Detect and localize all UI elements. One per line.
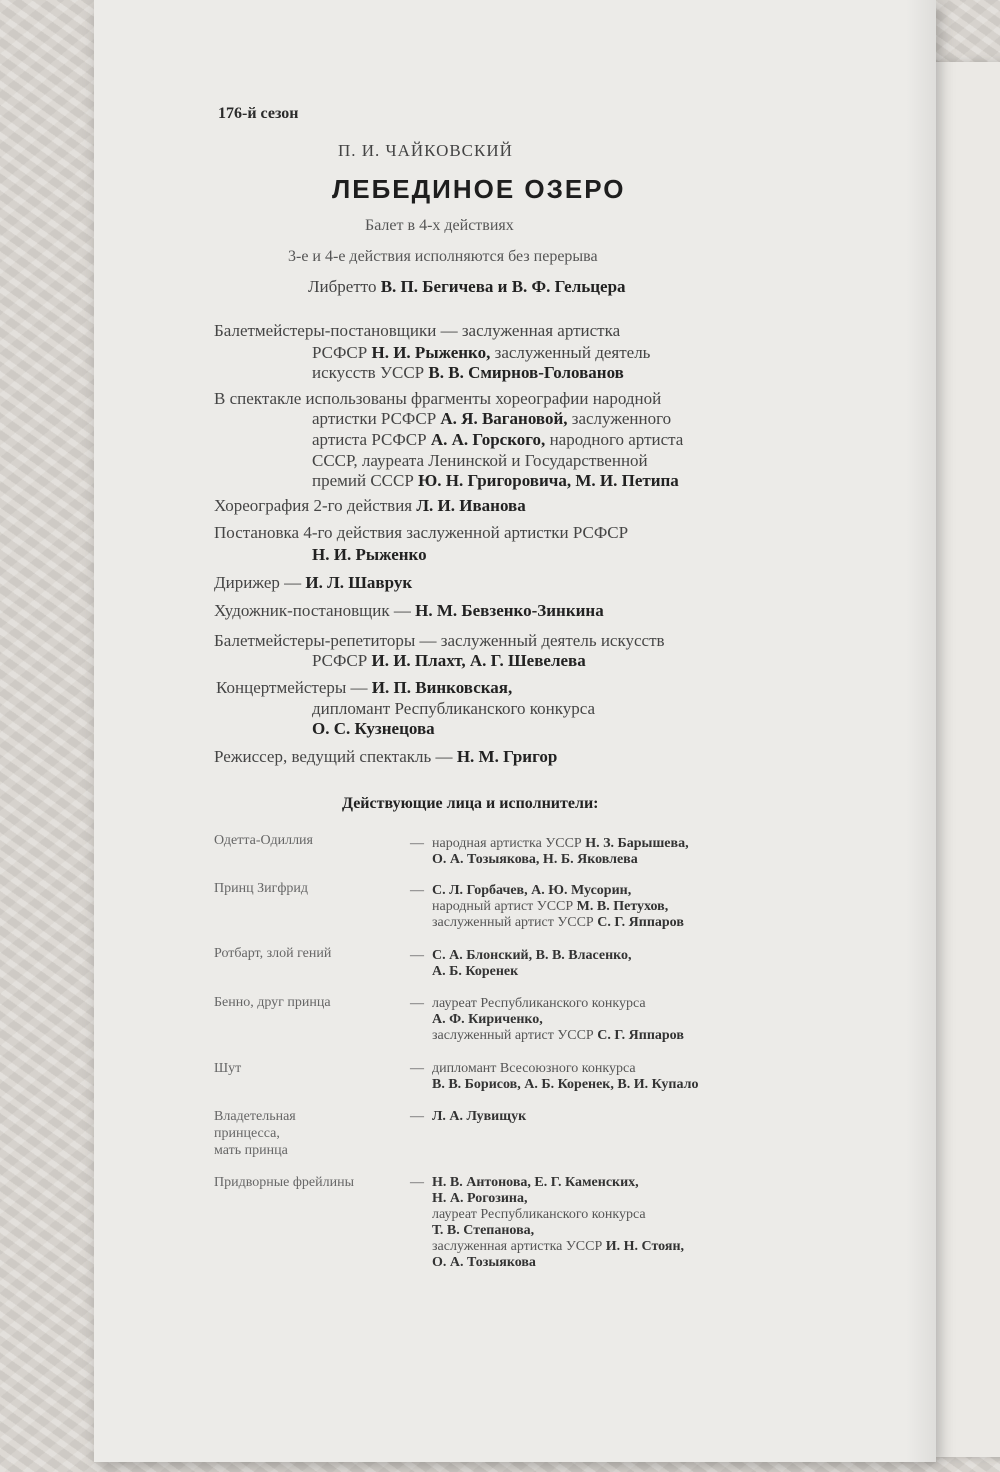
choreographers-line-3 (312, 364, 624, 381)
stage-director-line (214, 748, 557, 765)
person-name: С. Г. Яппаров (597, 915, 684, 930)
libretto-authors: В. П. Бегичева и В. Ф. Гельцера (380, 277, 626, 296)
libretto-line (308, 278, 626, 295)
title-text: заслуженный артист УССР (432, 915, 594, 930)
acts-note: 3-е и 4-е действия исполняются без перерыва (288, 248, 598, 265)
cast-dash: — (410, 1061, 424, 1076)
credit-label: Хореография 2-го действия (214, 496, 413, 515)
performers-jester-2: В. В. Борисов, А. Б. Коренек, В. И. Купало (432, 1077, 699, 1092)
cast-dash: — (410, 836, 424, 851)
performers-ladies-5 (432, 1240, 684, 1254)
performers-ladies-4: Т. В. Степанова, (432, 1223, 535, 1238)
performers-siegfried-3 (432, 916, 684, 930)
title-text: искусств УССР (312, 363, 425, 382)
performers-jester-1: дипломант Всесоюзного конкурса (432, 1061, 636, 1076)
person-name: Н. М. Григор (456, 747, 558, 766)
accompanists-line-2: дипломант Республиканского конкурса (312, 699, 596, 718)
fragments-line-5 (312, 472, 679, 489)
person-name: Н. М. Бевзенко-Зинкина (415, 601, 604, 620)
performers-ladies-2: Н. А. Рогозина, (432, 1191, 528, 1206)
title-text: артистки РСФСР (312, 409, 437, 428)
region-text: РСФСР (312, 651, 368, 670)
act4-staging-line-1: Постановка 4-го действия заслуженной артистки РСФСР (214, 523, 629, 542)
designer-line (214, 602, 604, 619)
repetiteurs-line-2 (312, 652, 586, 669)
repetiteurs-line-1: Балетмейстеры-репетиторы — заслуженный деятель искусств (214, 631, 665, 650)
role-ladies-in-waiting: Придворные фрейлины (214, 1175, 355, 1190)
person-name: В. В. Смирнов-Голованов (428, 363, 624, 382)
credit-label: Дирижер — (214, 573, 302, 592)
person-name: Н. И. Рыженко, (371, 343, 491, 362)
performers-benno-1: лауреат Республиканского конкурса (432, 996, 646, 1011)
ballet-title: ЛЕБЕДИНОЕ ОЗЕРО (332, 174, 626, 204)
performers-benno-3 (432, 1029, 684, 1043)
title-text: народный артист УССР (432, 899, 574, 914)
credit-label: Художник-постановщик — (214, 601, 411, 620)
role-princess-line-1: Владетельная (214, 1109, 296, 1124)
credit-label: Концертмейстеры — (216, 678, 368, 697)
person-name: И. И. Плахт, А. Г. Шевелева (371, 651, 586, 670)
title-text: заслуженного (571, 409, 672, 428)
performers-ladies-1: Н. В. Антонова, Е. Г. Каменских, (432, 1175, 639, 1190)
person-name: И. Л. Шаврук (305, 573, 413, 592)
person-name: А. А. Горского, (430, 430, 546, 449)
composer-name: П. И. ЧАЙКОВСКИЙ (338, 141, 513, 160)
person-name: И. Н. Стоян, (605, 1239, 685, 1254)
performers-ladies-6: О. А. Тозыякова (432, 1255, 536, 1270)
fragments-line-3 (312, 431, 683, 448)
cast-dash: — (410, 1109, 424, 1124)
performers-princess: Л. А. Лувищук (432, 1109, 527, 1124)
season-label: 176-й сезон (218, 105, 299, 122)
performers-benno-2: А. Ф. Кириченко, (432, 1012, 543, 1027)
role-princess-line-3: мать принца (214, 1143, 288, 1158)
cast-dash: — (410, 883, 424, 898)
cast-dash: — (410, 1175, 424, 1190)
person-name: С. Г. Яппаров (597, 1028, 684, 1043)
accompanists-line-1 (216, 679, 512, 696)
person-name: Л. И. Иванова (416, 496, 526, 515)
program-page (94, 0, 936, 1462)
fragments-line-1: В спектакле использованы фрагменты хореографии народной (214, 389, 662, 408)
role-odette: Одетта-Одиллия (214, 833, 313, 848)
act4-staging-name: Н. И. Рыженко (312, 545, 427, 564)
act2-choreography-line (214, 497, 526, 514)
person-name: Ю. Н. Григоровича, М. И. Петипа (418, 471, 679, 490)
ballet-subtitle: Балет в 4-х действиях (365, 217, 514, 234)
role-jester: Шут (214, 1061, 242, 1076)
person-name: Н. З. Барышева, (585, 836, 689, 851)
region-text: РСФСР (312, 343, 368, 362)
person-name: А. Я. Вагановой, (440, 409, 568, 428)
cast-dash: — (410, 996, 424, 1011)
role-siegfried: Принц Зигфрид (214, 881, 309, 896)
choreographers-line-2 (312, 344, 650, 361)
title-text: премий СССР (312, 471, 414, 490)
credit-label: Режиссер, ведущий спектакль — (214, 747, 453, 766)
performers-rothbart-1: С. А. Блонский, В. В. Власенко, (432, 948, 632, 963)
accompanists-line-3: О. С. Кузнецова (312, 719, 435, 738)
fragments-line-2 (312, 410, 671, 427)
conductor-line (214, 574, 412, 591)
person-name: М. В. Петухов, (576, 899, 669, 914)
choreographers-line-1: Балетмейстеры-постановщики — заслуженная артистка (214, 321, 621, 340)
title-text: заслуженная артистка УССР (432, 1239, 603, 1254)
title-text: заслуженный артист УССР (432, 1028, 594, 1043)
cast-dash: — (410, 948, 424, 963)
performers-siegfried-1: С. Л. Горбачев, А. Ю. Мусорин, (432, 883, 632, 898)
performers-odette-1 (432, 837, 689, 851)
fragments-line-4: СССР, лауреата Ленинской и Государственной (312, 451, 648, 470)
title-text: народная артистка УССР (432, 836, 582, 851)
role-benno: Бенно, друг принца (214, 995, 331, 1010)
libretto-label: Либретто (308, 277, 377, 296)
role-rothbart: Ротбарт, злой гений (214, 946, 332, 961)
cast-heading: Действующие лица и исполнители: (342, 795, 599, 812)
title-text: народного артиста (549, 430, 684, 449)
person-name: И. П. Винковская, (371, 678, 513, 697)
performers-odette-2: О. А. Тозыякова, Н. Б. Яковлева (432, 852, 638, 867)
role-princess-line-2: принцесса, (214, 1126, 280, 1141)
title-text: артиста РСФСР (312, 430, 427, 449)
performers-ladies-3: лауреат Республиканского конкурса (432, 1207, 646, 1222)
performers-siegfried-2 (432, 900, 668, 914)
title-text: заслуженный деятель (494, 343, 651, 362)
performers-rothbart-2: А. Б. Коренек (432, 964, 519, 979)
